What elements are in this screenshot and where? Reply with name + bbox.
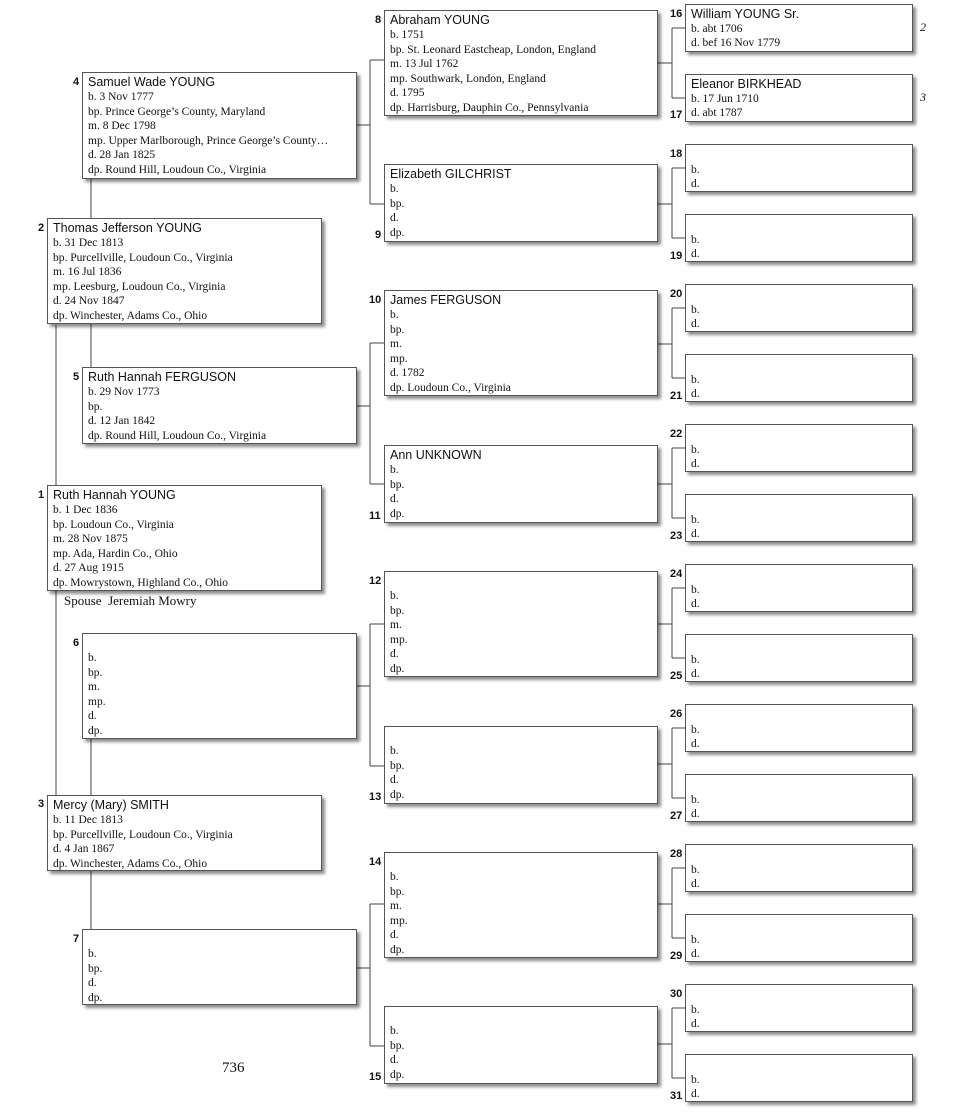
ahnentafel-number-12: 12 [369, 575, 382, 587]
person-box-3[interactable] [47, 795, 322, 871]
person-box-27[interactable] [685, 774, 913, 822]
death-date: d. [390, 929, 399, 941]
person-box-29[interactable] [685, 914, 913, 962]
person-box-28[interactable] [685, 844, 913, 892]
death-place: dp. [88, 991, 103, 1004]
person-name: Ann UNKNOWN [390, 448, 482, 462]
birth-date: b. [691, 514, 700, 526]
birth-place: bp. Purcellville, Loudoun Co., Virginia [53, 828, 233, 841]
birth-date: b. [691, 164, 700, 176]
birth-date: b. [691, 794, 700, 806]
death-date: d. [691, 388, 700, 400]
person-box-9[interactable] [384, 164, 658, 242]
birth-place: bp. [390, 604, 405, 617]
marriage-place: mp. Ada, Hardin Co., Ohio [53, 547, 178, 560]
death-date: d. bef 16 Nov 1779 [691, 37, 781, 49]
person-name [88, 636, 351, 651]
person-box-26[interactable] [685, 704, 913, 752]
person-name: Ruth Hannah FERGUSON [88, 370, 236, 384]
person-name [390, 729, 652, 744]
ahnentafel-number-24: 24 [670, 568, 683, 580]
birth-place: bp. [88, 666, 103, 679]
person-name: Thomas Jefferson YOUNG [53, 221, 202, 235]
ahnentafel-number-22: 22 [670, 428, 683, 440]
death-date: d. [390, 774, 399, 786]
birth-place: bp. [390, 885, 405, 898]
death-date: d. [691, 808, 700, 820]
death-place: dp. [390, 943, 405, 956]
spouse-name: Jeremiah Mowry [108, 593, 197, 608]
birth-place: bp. [88, 962, 103, 975]
birth-date: b. [691, 304, 700, 316]
birth-place: bp. [390, 759, 405, 772]
birth-date: b. [88, 652, 97, 664]
person-box-8[interactable] [384, 10, 658, 116]
death-date: d. [691, 178, 700, 190]
ahnentafel-number-1: 1 [38, 489, 45, 501]
ahnentafel-number-30: 30 [670, 988, 683, 1000]
death-date: d. 12 Jan 1842 [88, 415, 156, 427]
death-date: d. 28 Jan 1825 [88, 149, 156, 161]
person-box-5[interactable] [82, 367, 357, 444]
birth-date: b. [390, 183, 399, 195]
spouse-line [64, 593, 197, 609]
ahnentafel-number-27: 27 [670, 810, 683, 822]
death-place: dp. [390, 507, 405, 520]
marriage-date: m. 13 Jul 1762 [390, 58, 459, 70]
birth-date: b. [390, 745, 399, 757]
death-date: d. [390, 1054, 399, 1066]
ahnentafel-number-11: 11 [369, 510, 381, 522]
death-date: d. [691, 668, 700, 680]
birth-date: b. [691, 934, 700, 946]
person-name: Elizabeth GILCHRIST [390, 167, 512, 181]
death-date: d. 4 Jan 1867 [53, 843, 115, 855]
death-date: d. 27 Aug 1915 [53, 562, 124, 574]
death-date: d. [691, 318, 700, 330]
death-place: dp. [390, 788, 405, 801]
spouse-label: Spouse [64, 593, 102, 608]
person-box-21[interactable] [685, 354, 913, 402]
ahnentafel-number-8: 8 [375, 14, 382, 26]
person-name: Samuel Wade YOUNG [88, 75, 216, 89]
birth-date: b. [691, 584, 700, 596]
ahnentafel-number-6: 6 [73, 637, 80, 649]
death-date: d. [390, 212, 399, 224]
death-date: d. [691, 1018, 700, 1030]
person-name: Ruth Hannah YOUNG [53, 488, 176, 502]
birth-date: b. [88, 948, 97, 960]
death-place: dp. [88, 724, 103, 737]
death-date: d. 24 Nov 1847 [53, 295, 125, 307]
person-name: James FERGUSON [390, 293, 502, 307]
death-date: d. [691, 1088, 700, 1100]
birth-place: bp. [88, 400, 103, 413]
marriage-date: m. [390, 900, 402, 912]
death-date: d. [691, 458, 700, 470]
birth-place: bp. [390, 197, 405, 210]
person-box-13[interactable] [384, 726, 658, 804]
birth-place: bp. Purcellville, Loudoun Co., Virginia [53, 251, 233, 264]
person-name [390, 1009, 652, 1024]
death-place: dp. Loudoun Co., Virginia [390, 381, 511, 394]
death-date: d. 1795 [390, 87, 425, 99]
marriage-place: mp. Southwark, London, England [390, 72, 546, 85]
person-box-14[interactable] [384, 852, 658, 958]
marriage-date: m. [390, 619, 402, 631]
birth-place: bp. Prince George’s County, Maryland [88, 105, 266, 118]
birth-date: b. [390, 309, 399, 321]
marriage-date: m. 16 Jul 1836 [53, 266, 122, 278]
birth-date: b. 1751 [390, 29, 425, 41]
death-date: d. [88, 710, 97, 722]
person-box-20[interactable] [685, 284, 913, 332]
death-date: d. [691, 528, 700, 540]
person-box-16[interactable] [685, 4, 913, 52]
ahnentafel-number-18: 18 [670, 148, 683, 160]
ahnentafel-number-28: 28 [670, 848, 683, 860]
death-date: d. [390, 648, 399, 660]
birth-place: bp. Loudoun Co., Virginia [53, 518, 174, 531]
ahnentafel-number-7: 7 [73, 933, 80, 945]
ahnentafel-number-4: 4 [73, 76, 80, 88]
birth-date: b. [691, 444, 700, 456]
ahnentafel-number-21: 21 [670, 390, 683, 402]
death-place: dp. Winchester, Adams Co., Ohio [53, 309, 208, 322]
person-box-19[interactable] [685, 214, 913, 262]
ahnentafel-number-10: 10 [369, 294, 382, 306]
death-date: d. [691, 598, 700, 610]
person-name: Eleanor BIRKHEAD [691, 77, 802, 91]
birth-date: b. [691, 724, 700, 736]
birth-date: b. 11 Dec 1813 [53, 814, 123, 826]
person-box-10[interactable] [384, 290, 658, 396]
death-date: d. 1782 [390, 367, 425, 379]
ahnentafel-number-31: 31 [670, 1090, 683, 1102]
person-box-31[interactable] [685, 1054, 913, 1102]
death-place: dp. Round Hill, Loudoun Co., Virginia [88, 163, 267, 176]
death-place: dp. Mowrystown, Highland Co., Ohio [53, 576, 229, 589]
ahnentafel-number-16: 16 [670, 8, 683, 20]
person-name [88, 932, 351, 947]
ahnentafel-number-19: 19 [670, 250, 683, 262]
marriage-date: m. [390, 338, 402, 350]
death-date: d. abt 1787 [691, 107, 743, 119]
marriage-place: mp. [390, 633, 408, 646]
ahnentafel-number-2: 2 [38, 222, 45, 234]
birth-date: b. 29 Nov 1773 [88, 386, 160, 398]
death-date: d. [691, 248, 700, 260]
marriage-place: mp. [88, 695, 106, 708]
ahnentafel-number-3: 3 [38, 798, 45, 810]
person-name [390, 574, 652, 589]
marriage-place: mp. [390, 914, 408, 927]
person-name [390, 855, 652, 870]
person-box-25[interactable] [685, 634, 913, 682]
ahnentafel-number-14: 14 [369, 856, 382, 868]
ahnentafel-number-29: 29 [670, 950, 683, 962]
continuation-chart-number[interactable]: 2 [920, 20, 926, 34]
death-place: dp. [390, 1068, 405, 1081]
birth-date: b. 17 Jun 1710 [691, 93, 759, 105]
ahnentafel-number-23: 23 [670, 530, 683, 542]
birth-date: b. [390, 590, 399, 602]
person-box-30[interactable] [685, 984, 913, 1032]
person-box-24[interactable] [685, 564, 913, 612]
person-box-23[interactable] [685, 494, 913, 542]
birth-place: bp. [390, 1039, 405, 1052]
birth-place: bp. St. Leonard Eastcheap, London, England [390, 43, 596, 56]
ahnentafel-number-25: 25 [670, 670, 683, 682]
person-box-11[interactable] [384, 445, 658, 523]
person-box-15[interactable] [384, 1006, 658, 1084]
person-box-17[interactable] [685, 74, 913, 122]
death-place: dp. [390, 662, 405, 675]
page-number: 736 [222, 1060, 245, 1076]
birth-date: b. [390, 464, 399, 476]
birth-place: bp. [390, 323, 405, 336]
birth-date: b. abt 1706 [691, 23, 743, 35]
death-place: dp. Winchester, Adams Co., Ohio [53, 857, 208, 870]
ahnentafel-number-5: 5 [73, 371, 80, 383]
birth-date: b. [691, 1004, 700, 1016]
continuation-chart-number[interactable]: 3 [920, 90, 926, 104]
birth-place: bp. [390, 478, 405, 491]
birth-date: b. 3 Nov 1777 [88, 91, 154, 103]
birth-date: b. [390, 1025, 399, 1037]
ahnentafel-number-15: 15 [369, 1071, 382, 1083]
marriage-date: m. [88, 681, 100, 693]
marriage-date: m. 8 Dec 1798 [88, 120, 156, 132]
person-name: Mercy (Mary) SMITH [53, 798, 169, 812]
person-box-4[interactable] [82, 72, 357, 179]
person-box-6[interactable] [82, 633, 357, 739]
death-date: d. [390, 493, 399, 505]
death-date: d. [691, 878, 700, 890]
birth-date: b. 1 Dec 1836 [53, 504, 118, 516]
death-date: d. [691, 948, 700, 960]
person-box-2[interactable] [47, 218, 322, 324]
marriage-date: m. 28 Nov 1875 [53, 533, 128, 545]
death-date: d. [691, 738, 700, 750]
person-box-12[interactable] [384, 571, 658, 677]
person-name: William YOUNG Sr. [691, 7, 800, 21]
ahnentafel-number-13: 13 [369, 791, 382, 803]
marriage-place: mp. Upper Marlborough, Prince George’s County… [88, 134, 329, 147]
birth-date: b. [691, 234, 700, 246]
person-box-22[interactable] [685, 424, 913, 472]
birth-date: b. [691, 374, 700, 386]
person-box-1[interactable] [47, 485, 322, 591]
death-place: dp. Harrisburg, Dauphin Co., Pennsylvania [390, 101, 589, 114]
death-date: d. [88, 977, 97, 989]
birth-date: b. [691, 1074, 700, 1086]
person-box-7[interactable] [82, 929, 357, 1005]
birth-date: b. [691, 864, 700, 876]
ahnentafel-number-9: 9 [375, 229, 382, 241]
birth-date: b. [691, 654, 700, 666]
ahnentafel-number-17: 17 [670, 109, 683, 121]
ahnentafel-number-26: 26 [670, 708, 683, 720]
death-place: dp. Round Hill, Loudoun Co., Virginia [88, 429, 267, 442]
birth-date: b. 31 Dec 1813 [53, 237, 124, 249]
person-name: Abraham YOUNG [390, 13, 490, 27]
death-place: dp. [390, 226, 405, 239]
birth-date: b. [390, 871, 399, 883]
person-box-18[interactable] [685, 144, 913, 192]
marriage-place: mp. Leesburg, Loudoun Co., Virginia [53, 280, 226, 293]
ahnentafel-number-20: 20 [670, 288, 683, 300]
marriage-place: mp. [390, 352, 408, 365]
